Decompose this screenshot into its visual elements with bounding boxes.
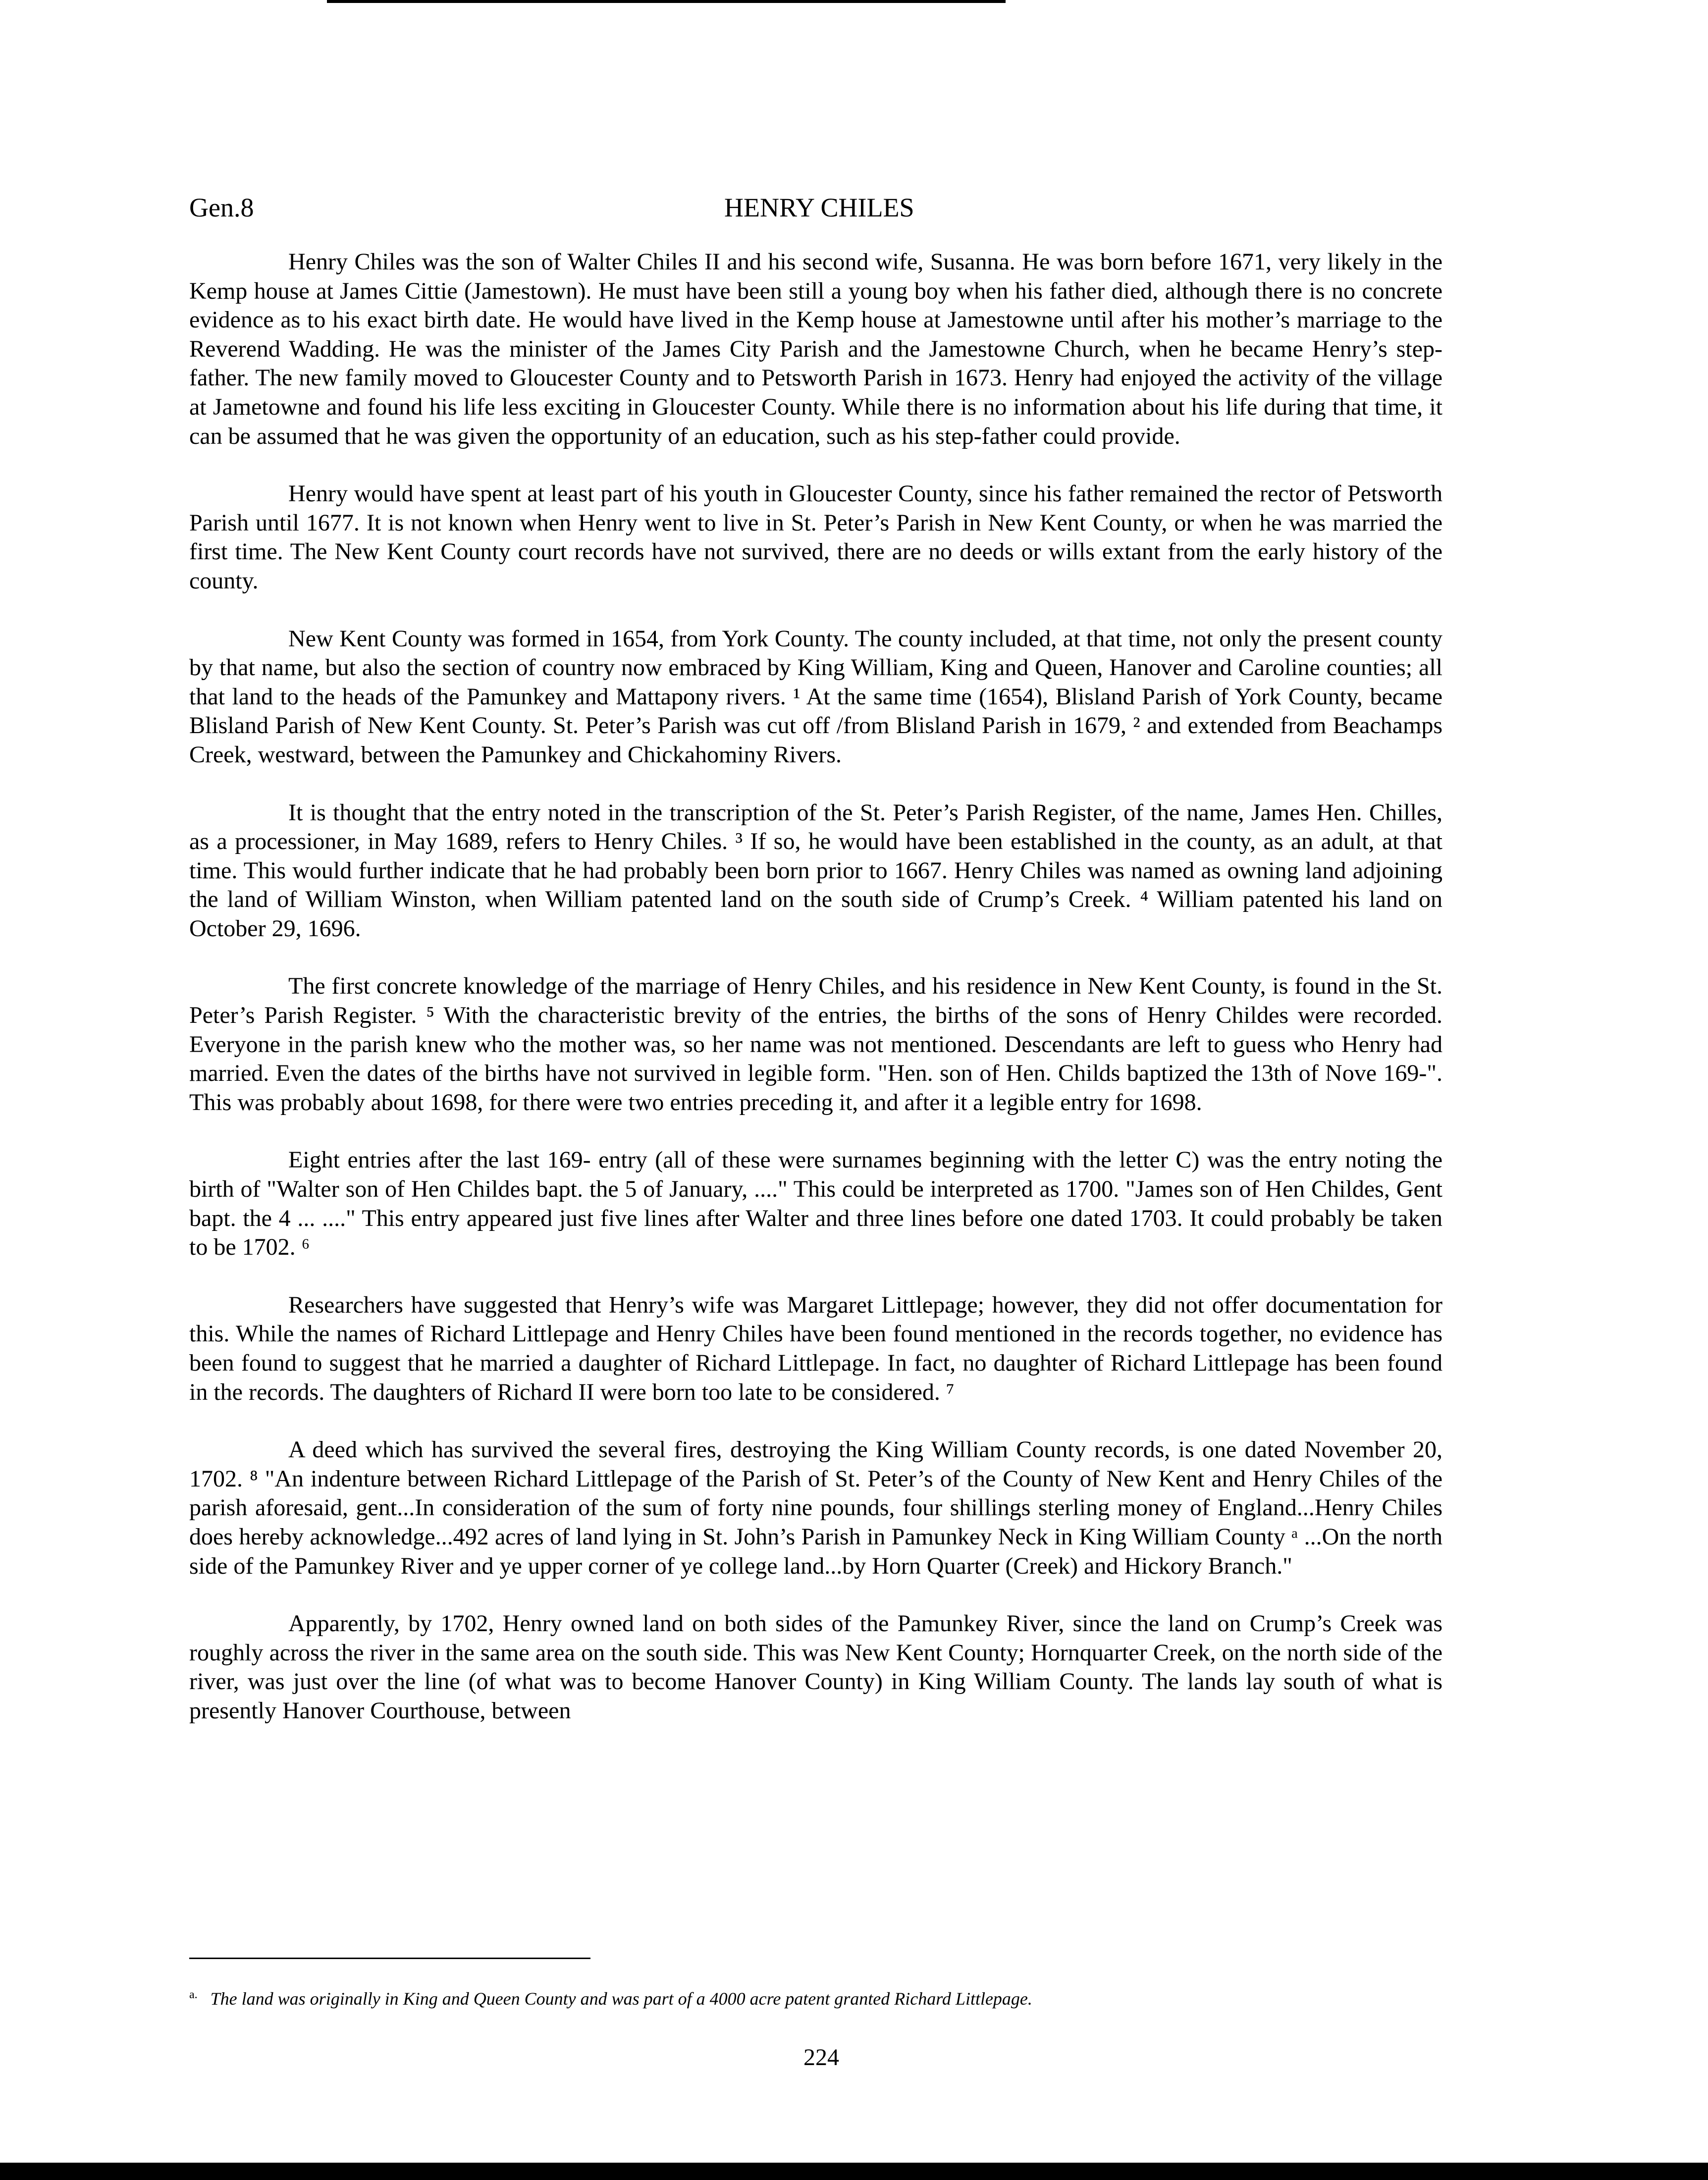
top-rule bbox=[327, 0, 1006, 3]
paragraph: It is thought that the entry noted in the transcription of the St. Peter’s Parish Register, of the name, James Hen. Chilles, as a processioner, in May 1689, refers to Henry Chiles. ³ If so, he would have been established in the county, as an adult, at that time. This would further indicate that he had probably been born prior to 1667. Henry Chiles was named as owning land adjoining the land of William Winston, when William patented land on the south side of Crump’s Creek. ⁴ William patented his land on October 29, 1696. bbox=[189, 799, 1442, 942]
generation-label: Gen.8 bbox=[189, 193, 254, 222]
paragraph: A deed which has survived the several fires, destroying the King William County records, is one dated November 20, 1702. ⁸ "An indenture between Richard Littlepage of the Parish of St. Peter’s of the County of New Kent and Henry Chiles of the parish aforesaid, gent...In consideration of the sum of forty nine pounds, four shillings sterling money of England...Henry Chiles does hereby acknowledge...492 acres of land lying in St. John’s Parish in Pamunkey Neck in King William County ᵃ ...On the north side of the Pamunkey River and ye upper corner of ye college land...by Horn Quarter (Creek) and Hickory Branch." bbox=[189, 1436, 1442, 1579]
footnote-text: The land was originally in King and Queen County and was part of a 4000 acre patent granted Richard Littlepage. bbox=[210, 1989, 1032, 2009]
paragraph: The first concrete knowledge of the marriage of Henry Chiles, and his residence in New Kent County, is found in the St. Peter’s Parish Register. ⁵ With the characteristic brevity of the entries, the births of the sons of Henry Childes were recorded. Everyone in the parish knew who the mother was, so her name was not mentioned. Descendants are left to guess who Henry had married. Even the dates of the births have not survived in legible form. "Hen. son of Hen. Childs baptized the 13th of Nove 169-". This was probably about 1698, for there were two entries preceding it, and after it a legible entry for 1698. bbox=[189, 973, 1442, 1116]
page-number: 224 bbox=[803, 2044, 839, 2071]
paragraph: Researchers have suggested that Henry’s wife was Margaret Littlepage; however, they did not offer documentation for this. While the names of Richard Littlepage and Henry Chiles have been found mentioned in the records together, no evidence has been found to suggest that he married a daughter of Richard Littlepage. In fact, no daughter of Richard Littlepage has been found in the records. The daughters of Richard II were born too late to be considered. ⁷ bbox=[189, 1291, 1442, 1405]
footnote bbox=[189, 1984, 1442, 2010]
footnote-marker: a. bbox=[189, 1988, 198, 2001]
paragraph: New Kent County was formed in 1654, from York County. The county included, at that time, not only the present county by that name, but also the section of country now embraced by King William, King and Queen, Hanover and Caroline counties; all that land to the heads of the Pamunkey and Mattapony rivers. ¹ At the same time (1654), Blisland Parish of York County, became Blisland Parish of New Kent County. St. Peter’s Parish was cut off /from Blisland Parish in 1679, ² and extended from Beachamps Creek, westward, between the Pamunkey and Chickahominy Rivers. bbox=[189, 625, 1442, 768]
paragraph: Henry Chiles was the son of Walter Chiles II and his second wife, Susanna. He was born before 1671, very likely in the Kemp house at James Cittie (Jamestown). He must have been still a young boy when his father died, although there is no concrete evidence as to his exact birth date. He would have lived in the Kemp house at Jamestowne until after his mother’s marriage to the Reverend Wadding. He was the minister of the James City Parish and the Jamestowne Church, when he became Henry’s step-father. The new family moved to Gloucester County and to Petsworth Parish in 1673. Henry had enjoyed the activity of the village at Jametowne and found his life less exciting in Gloucester County. While there is no information about his life during that time, it can be assumed that he was given the opportunity of an education, such as his step-father could provide. bbox=[189, 249, 1442, 449]
footnote-rule bbox=[189, 1958, 590, 1959]
paragraph: Henry would have spent at least part of his youth in Gloucester County, since his father remained the rector of Petsworth Parish until 1677. It is not known when Henry went to live in St. Peter’s Parish in New Kent County, or when he was married the first time. The New Kent County court records have not survived, there are no deeds or wills extant from the early history of the county. bbox=[189, 480, 1442, 594]
page-title: HENRY CHILES bbox=[724, 193, 914, 222]
paragraph: Eight entries after the last 169- entry (all of these were surnames beginning with the letter C) was the entry noting the birth of "Walter son of Hen Childes bapt. the 5 of January, ...." This could be interpreted as 1700. "James son of Hen Childes, Gent bapt. the 4 ... ...." This entry appeared just five lines after Walter and three lines before one dated 1703. It could probably be taken to be 1702. ⁶ bbox=[189, 1147, 1442, 1261]
body-text bbox=[189, 248, 1442, 1726]
paragraph: Apparently, by 1702, Henry owned land on both sides of the Pamunkey River, since the land on Crump’s Creek was roughly across the river in the same area on the south side. This was New Kent County; Hornquarter Creek, on the north side of the river, was just over the line (of what was to become Hanover County) in King William County. The lands lay south of what is presently Hanover Courthouse, between bbox=[189, 1610, 1442, 1724]
